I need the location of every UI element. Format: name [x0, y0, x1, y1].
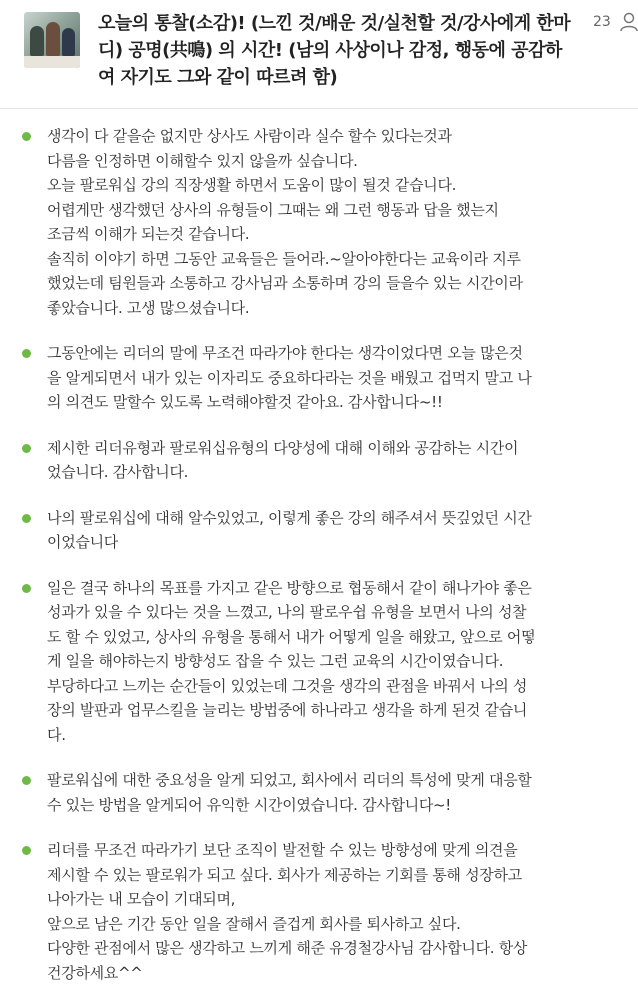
bullet-dot-icon [22, 132, 31, 141]
thumbnail-figure [62, 28, 75, 56]
comment-item [0, 838, 638, 985]
comment-item [0, 506, 638, 555]
person-icon [620, 12, 638, 32]
post-thumbnail[interactable] [24, 12, 80, 68]
thumbnail-desk [24, 56, 80, 68]
thumbnail-figure [30, 26, 44, 56]
comment-text: 생각이 다 같을순 없지만 상사도 사람이라 실수 할수 있다는것과 다름을 인정하면 이해할수 있지 않을까 싶습니다. 오늘 팔로워십 강의 직장생활 하면서 도움이 많이 될것 같습니다. 어렵게만 생각했던 상사의 유형들이 그때는 왜 그런 행동과 답을 했는지 조금씩 이해가 되는것 같습니다. 솔직히 이야기 하면 그동안 교육들은 들어라.~알아야한다는 교육이라 지루 했었는데 팀원들과 소통하고 강사님과 소통하며 강의 들을수 있는 시간이라 좋았습니다. 고생 많으셨습니다. [47, 127, 523, 317]
bullet-dot-icon [22, 846, 31, 855]
comment-item [0, 124, 638, 320]
bullet-dot-icon [22, 514, 31, 523]
comment-list [0, 124, 638, 1006]
post-header [0, 0, 638, 109]
comment-text: 나의 팔로워십에 대해 알수있었고, 이렇게 좋은 강의 해주셔서 뜻깊었던 시간 이었습니다 [47, 508, 532, 551]
comment-text: 일은 결국 하나의 목표를 가지고 같은 방향으로 협동해서 같이 해나가야 좋은 성과가 있을 수 있다는 것을 느꼈고, 나의 팔로우쉽 유형을 보면서 나의 성찰 도 할 수 있었고, 상사의 유형을 통해서 내가 어떻게 일을 해왔고, 앞으로 어떻 게 일을 해야하는지 방향성도 잡을 수 있는 그런 교육의 시간이였습니다. 부당하다고 느끼는 순간들이 있었는데 그것을 생각의 관점을 바꿔서 나의 성 장의 발판과 업무스킬을 늘리는 방법중에 하나라고 생각을 하게 된것 같습니 다. [47, 578, 536, 744]
bullet-dot-icon [22, 584, 31, 593]
post-title: 오늘의 통찰(소감)! (느낀 것/배운 것/실천할 것/강사에게 한마디) 공명(共鳴) 의 시간! (남의 사상이나 감정, 행동에 공감하여 자기도 그와 같이 따르려 함) [98, 13, 571, 88]
comment-item [0, 436, 638, 485]
comment-text: 리더를 무조건 따라가기 보단 조직이 발전할 수 있는 방향성에 맞게 의견을 제시할 수 있는 팔로워가 되고 싶다. 회사가 제공하는 기회를 통해 성장하고 나아가는 내 모습이 기대되며, 앞으로 남은 기간 동안 일을 잘해서 즐겁게 회사를 퇴사하고 싶다. 다양한 관점에서 많은 생각하고 느끼게 해준 유경철강사님 감사합니다. 항상 건강하세요^^ [47, 841, 528, 982]
comment-text: 제시한 리더유형과 팔로워십유형의 다양성에 대해 이해와 공감하는 시간이 었습니다. 감사합니다. [47, 438, 519, 481]
bullet-dot-icon [22, 444, 31, 453]
comment-text: 팔로워십에 대한 중요성을 알게 되었고, 회사에서 리더의 특성에 맞게 대응할 수 있는 방법을 알게되어 유익한 시간이였습니다. 감사합니다~! [47, 771, 532, 814]
comment-item [0, 341, 638, 415]
bullet-dot-icon [22, 349, 31, 358]
thumbnail-figure [46, 22, 60, 56]
comment-text: 그동안에는 리더의 말에 무조건 따라가야 한다는 생각이었다면 오늘 많은것 을 알게되면서 내가 있는 이자리도 중요하다라는 것을 배웠고 겁먹지 말고 나 의 의견도 말할수 있도록 노력해야할것 같아요. 감사합니다~!! [47, 344, 532, 411]
comment-item [0, 768, 638, 817]
comment-item [0, 576, 638, 748]
bullet-dot-icon [22, 776, 31, 785]
participant-count: 23 [593, 14, 611, 30]
